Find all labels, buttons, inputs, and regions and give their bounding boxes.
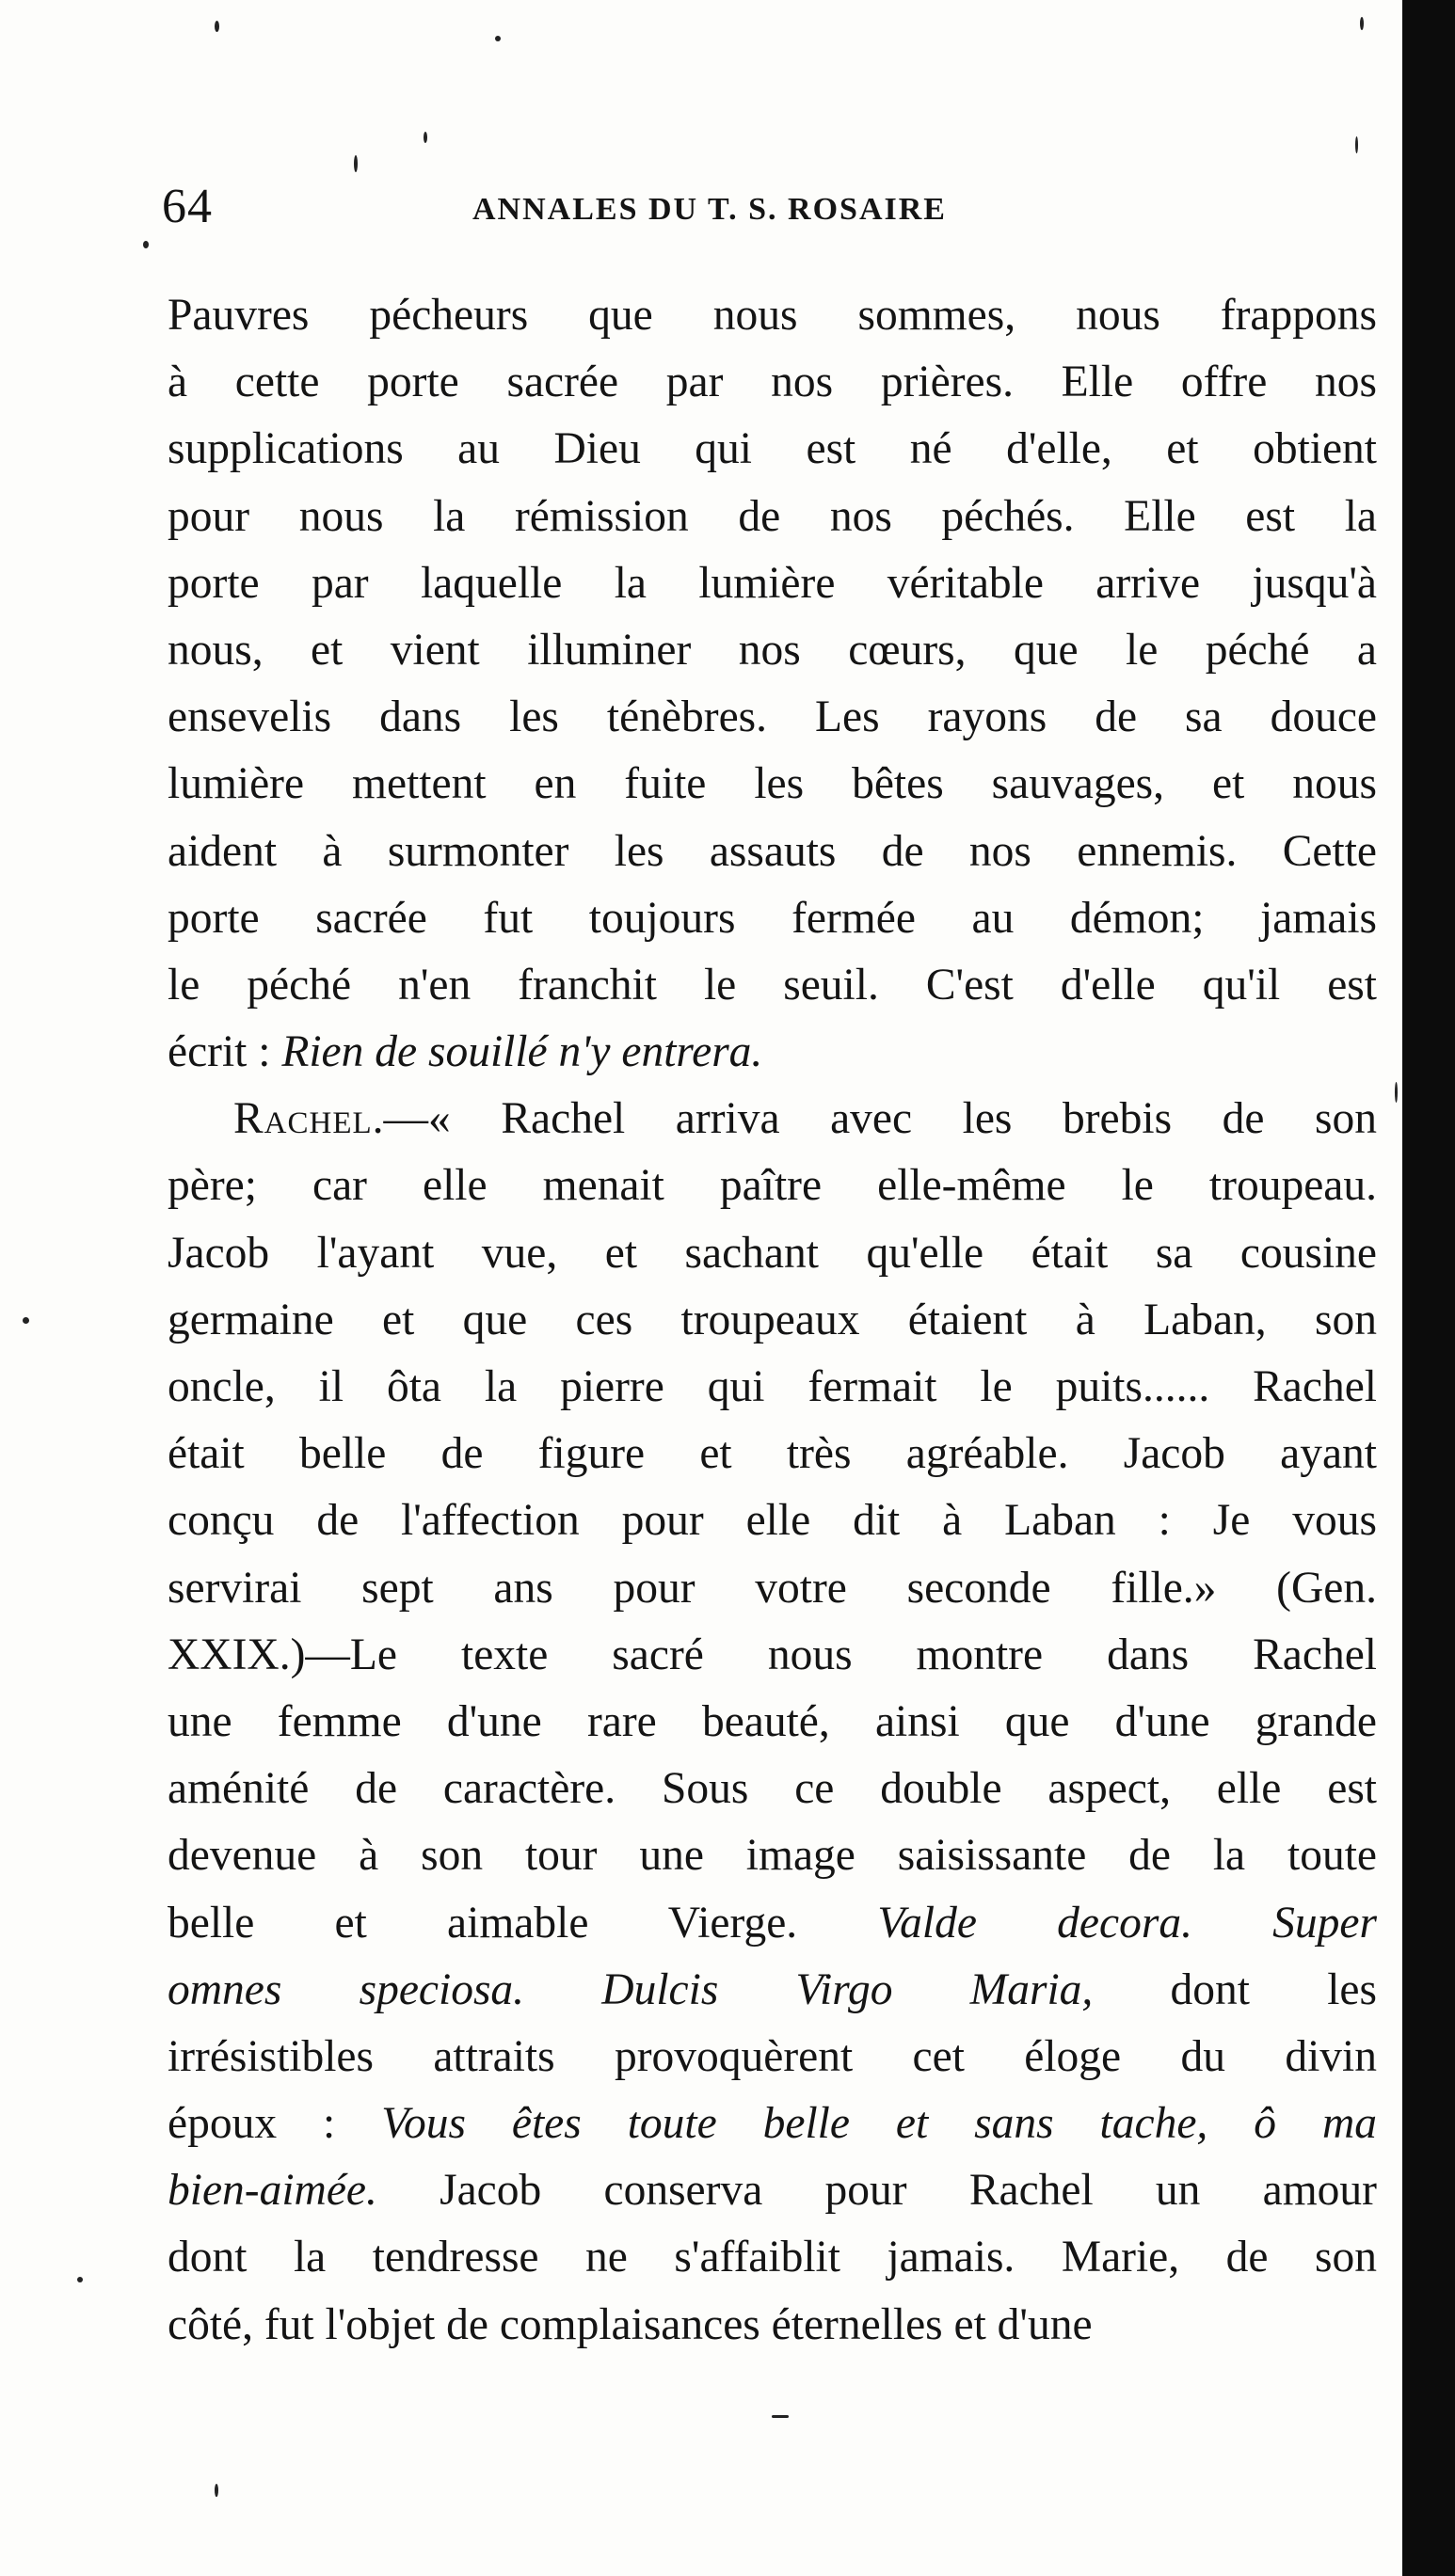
text-segment: ensevelis dans les ténèbres. Les rayons de sa douce (168, 692, 1377, 742)
text-segment: une femme d'une rare beauté, ainsi que d'une grande (168, 1696, 1377, 1746)
text-line (168, 1822, 1377, 1889)
text-segment: côté, fut l'objet de complaisances éternelles et d'une (168, 2299, 1093, 2349)
text-segment: lumière mettent en fuite les bêtes sauvages, et nous (168, 759, 1377, 809)
text-segment: porte sacrée fut toujours fermée au démon; jamais (168, 893, 1377, 943)
text-line (168, 1487, 1377, 1554)
text-segment: belle et aimable Vierge. (168, 1898, 878, 1948)
scan-speck (1360, 17, 1364, 30)
body-text (168, 282, 1377, 2359)
text-line (168, 1555, 1377, 1622)
text-segment: Pauvres pécheurs que nous sommes, nous frappons (168, 291, 1377, 340)
text-segment: irrésistibles attraits provoquèrent cet éloge du divin (168, 2031, 1377, 2081)
text-line (168, 1421, 1377, 1487)
italic-text: omnes speciosa. Dulcis Virgo Maria, (168, 1964, 1094, 2014)
scan-speck (1355, 136, 1358, 153)
paragraph (168, 282, 1377, 1086)
page-header (162, 179, 1385, 254)
text-segment: aident à surmonter les assauts de nos ennemis. Cette (168, 826, 1377, 876)
text-line (168, 2024, 1377, 2091)
italic-text: bien-aimée. (168, 2166, 377, 2216)
paragraph (168, 1086, 1377, 2359)
text-line (168, 484, 1377, 550)
scan-speck (23, 1317, 29, 1324)
text-segment: servirai sept ans pour votre seconde fille.» (Gen. (168, 1563, 1377, 1613)
text-segment: écrit : (168, 1027, 282, 1077)
scan-speck (1395, 1082, 1398, 1103)
text-segment: était belle de figure et très agréable. Jacob ayant (168, 1429, 1377, 1479)
text-segment: époux : (168, 2099, 382, 2149)
text-line (168, 1019, 1377, 1086)
scan-speck (143, 241, 149, 248)
text-segment: nous, et vient illuminer nos cœurs, que le péché a (168, 625, 1377, 675)
scan-speck (772, 2415, 789, 2418)
text-line (168, 1354, 1377, 1421)
scan-speck (495, 36, 501, 41)
text-line (168, 1957, 1377, 2024)
text-segment: aménité de caractère. Sous ce double aspect, elle est (168, 1764, 1377, 1814)
text-line (168, 684, 1377, 751)
text-line (168, 1287, 1377, 1354)
text-line (168, 416, 1377, 483)
text-line (168, 1220, 1377, 1287)
page-number: 64 (162, 180, 213, 233)
text-line (168, 550, 1377, 617)
scan-edge-shadow (1402, 0, 1455, 2576)
text-line (168, 282, 1377, 349)
text-line (168, 952, 1377, 1019)
text-line (168, 2224, 1377, 2291)
text-line (168, 2091, 1377, 2157)
text-line (168, 1756, 1377, 1822)
text-line (168, 617, 1377, 684)
scan-speck (77, 2277, 83, 2282)
text-line (168, 885, 1377, 952)
text-segment: XXIX.)—Le texte sacré nous montre dans Rachel (168, 1630, 1377, 1679)
text-segment: supplications au Dieu qui est né d'elle, et obtient (168, 424, 1377, 474)
scan-speck (354, 155, 358, 172)
text-segment: père; car elle menait paître elle-même le troupeau. (168, 1161, 1377, 1211)
text-segment: dont les (1093, 1964, 1377, 2014)
text-segment: le péché n'en franchit le seuil. C'est d'elle qu'il est (168, 960, 1377, 1010)
running-head: ANNALES DU T. S. ROSAIRE (472, 192, 947, 227)
italic-text: Valde decora. Super (877, 1898, 1377, 1948)
text-segment: .—« Rachel arriva avec les brebis de son (372, 1094, 1377, 1144)
text-line (168, 751, 1377, 818)
scan-speck (424, 132, 427, 143)
text-line (168, 1086, 1377, 1153)
text-segment: oncle, il ôta la pierre qui fermait le puits...... Rachel (168, 1362, 1377, 1411)
text-line (168, 2292, 1377, 2359)
text-line (168, 1153, 1377, 1219)
text-segment: Jacob l'ayant vue, et sachant qu'elle était sa cousine (168, 1228, 1377, 1278)
scan-speck (215, 21, 219, 32)
scan-speck (215, 2484, 218, 2497)
text-segment: Jacob conserva pour Rachel un amour (376, 2166, 1377, 2216)
text-line (168, 819, 1377, 885)
text-line (168, 2157, 1377, 2224)
italic-text: Rien de souillé n'y entrera. (281, 1027, 763, 1077)
text-line (168, 1890, 1377, 1957)
small-caps-name: Rachel (233, 1094, 373, 1144)
text-segment: à cette porte sacrée par nos prières. Elle offre nos (168, 358, 1377, 407)
italic-text: Vous êtes toute belle et sans tache, ô ma (381, 2099, 1378, 2149)
text-segment: devenue à son tour une image saisissante de la toute (168, 1831, 1377, 1881)
text-line (168, 1689, 1377, 1756)
text-segment: conçu de l'affection pour elle dit à Laban : Je vous (168, 1496, 1377, 1546)
text-segment: germaine et que ces troupeaux étaient à Laban, son (168, 1295, 1377, 1344)
text-line (168, 349, 1377, 416)
text-segment: pour nous la rémission de nos péchés. Elle est la (168, 491, 1377, 541)
text-segment: porte par laquelle la lumière véritable arrive jusqu'à (168, 558, 1377, 608)
text-segment: dont la tendresse ne s'affaiblit jamais. Marie, de son (168, 2233, 1377, 2282)
text-line (168, 1622, 1377, 1689)
